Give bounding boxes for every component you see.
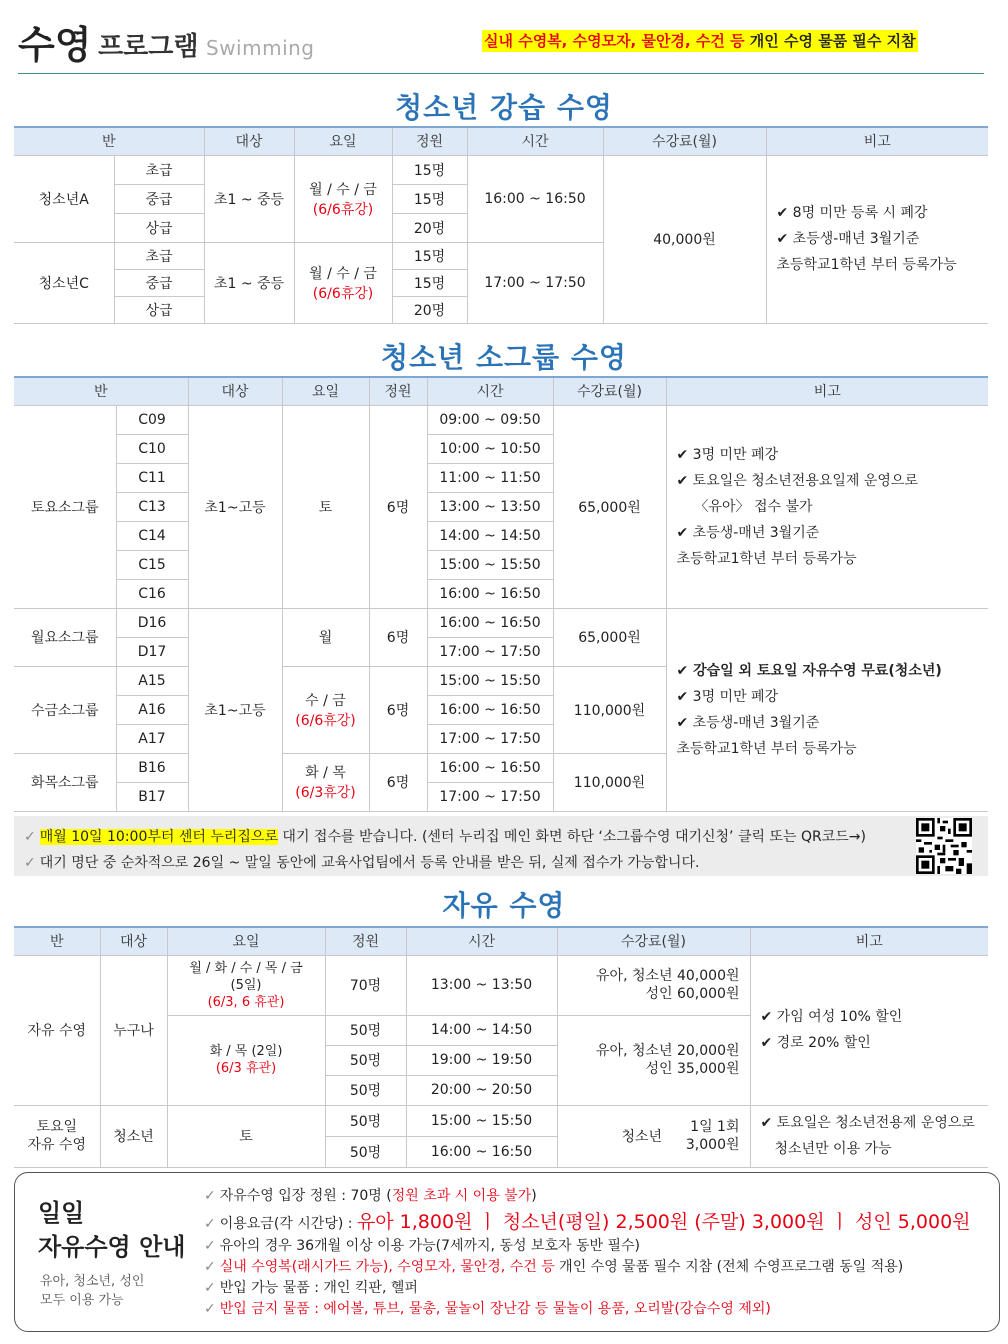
daily-info-line: [204, 1298, 771, 1318]
time: 14:00 ~ 14:50: [406, 1015, 557, 1045]
class-name: [14, 1105, 100, 1167]
col-header-notes: 비고: [766, 127, 988, 155]
waitlist-text: 대기 명단 중 순차적으로 26일 ~ 말일 동안에 교육사업팀에서 등록 안내를 받은 뒤, 실제 접수가 가능합니다.: [39, 855, 700, 871]
note-line: ✔ 3명 미만 폐강: [676, 446, 779, 463]
capacity: 6명: [369, 405, 427, 608]
qr-code-icon[interactable]: [916, 818, 972, 874]
col-header-days: 요일: [282, 377, 369, 405]
daily-info-line: [204, 1256, 903, 1276]
level: 초급: [114, 155, 204, 184]
col-header-class: 반: [14, 127, 204, 155]
capacity: 50명: [325, 1105, 406, 1136]
days-cell: [282, 753, 369, 811]
lessons-table: [14, 126, 988, 324]
time: 10:00 ~ 10:50: [427, 434, 553, 463]
days: 토: [282, 405, 369, 608]
page-title: 수영: [18, 23, 92, 67]
note-line: 청소년만 이용 가능: [774, 1141, 892, 1157]
target: 누구나: [100, 955, 167, 1105]
col-header-days: 요일: [167, 927, 325, 955]
check-icon: ✓: [24, 855, 36, 871]
note-line: ✔ 초등생-매년 3월기준: [776, 231, 920, 247]
daily-fees: 유아 1,800원 ㅣ 청소년(평일) 2,500원 (주말) 3,000원 ㅣ 성인 5,000원: [356, 1211, 971, 1233]
note-line: ✔ 가임 여성 10% 할인: [760, 1009, 903, 1025]
col-header-fee: 수강료(월): [553, 377, 666, 405]
capacity: 15명: [392, 184, 467, 213]
class-name: 화목소그룹: [14, 753, 116, 811]
level: 상급: [114, 213, 204, 242]
time: 13:00 ~ 13:50: [406, 955, 557, 1015]
daily-info-line: [204, 1235, 640, 1255]
target: 초1 ~ 중등: [204, 242, 294, 323]
time: 17:00 ~ 17:50: [427, 782, 553, 811]
check-icon: ✓: [24, 829, 36, 845]
class-name: 청소년A: [14, 155, 114, 242]
daily-heading-line: 일일: [38, 1199, 85, 1227]
note-line: ✔ 초등생-매년 3월기준: [676, 714, 820, 731]
capacity: 6명: [369, 753, 427, 811]
time: 17:00 ~ 17:50: [427, 637, 553, 666]
fee-cell: [557, 1015, 750, 1105]
level: 중급: [114, 184, 204, 213]
capacity: 50명: [325, 1075, 406, 1105]
daily-text: 개인 수영 물품 필수 지참 (전체 수영프로그램 동일 적용): [554, 1259, 904, 1275]
days: 월 / 수 / 금: [309, 181, 377, 198]
class-name: 월요소그룹: [14, 608, 116, 666]
class-name-line: 자유 수영: [27, 1137, 87, 1153]
time: 11:00 ~ 11:50: [427, 463, 553, 492]
daily-info-line: [204, 1207, 971, 1234]
time: 17:00 ~ 17:50: [427, 724, 553, 753]
col-header-capacity: 정원: [392, 127, 467, 155]
note-line: ✔ 토요일은 청소년전용제 운영으로: [760, 1115, 975, 1131]
days: 토: [167, 1105, 325, 1167]
check-icon: ✓: [204, 1259, 216, 1275]
class-code: C16: [116, 579, 188, 608]
days: 화 / 목: [305, 765, 346, 781]
fee-cell: [557, 955, 750, 1015]
note-line: ✔ 8명 미만 등록 시 폐강: [776, 205, 928, 221]
capacity: 20명: [392, 213, 467, 242]
target: 초1~고등: [188, 405, 282, 608]
notes-cell: [750, 1105, 988, 1167]
check-icon: ✓: [204, 1301, 216, 1317]
col-header-notes: 비고: [666, 377, 988, 405]
lessons-section-title: 청소년 강습 수영: [395, 91, 613, 124]
fee-cell: [557, 1105, 750, 1167]
note-line: ✔ 강습일 외 토요일 자유수영 무료(청소년): [676, 662, 942, 679]
supplies-notice: [482, 30, 918, 52]
time: 14:00 ~ 14:50: [427, 521, 553, 550]
class-code: C10: [116, 434, 188, 463]
daily-subtitle-line: 유아, 청소년, 성인: [40, 1274, 145, 1289]
capacity: 15명: [392, 155, 467, 184]
days: 수 / 금: [305, 692, 346, 709]
col-header-class: 반: [14, 377, 188, 405]
days-cell: [294, 242, 392, 323]
daily-text-red: 실내 수영복(래시가드 가능), 수영모자, 물안경, 수건 등: [219, 1259, 555, 1275]
time: 16:00 ~ 16:50: [427, 608, 553, 637]
header-divider: [18, 73, 984, 74]
col-header-capacity: 정원: [325, 927, 406, 955]
capacity: 20명: [392, 296, 467, 323]
daily-text: 이용요금(각 시간당) :: [219, 1216, 357, 1232]
col-header-time: 시간: [427, 377, 553, 405]
target: 청소년: [100, 1105, 167, 1167]
holiday: (6/6휴강): [295, 712, 356, 729]
capacity: 6명: [369, 608, 427, 666]
fee: 110,000원: [553, 753, 666, 811]
level: 초급: [114, 242, 204, 269]
note-line: ✔ 토요일은 청소년전용요일제 운영으로: [676, 472, 918, 489]
check-icon: ✓: [204, 1238, 216, 1254]
check-icon: ✓: [204, 1280, 216, 1296]
free-swim-table: [14, 926, 988, 1168]
notes-cell: [666, 405, 988, 608]
level: 상급: [114, 296, 204, 323]
waitlist-highlight: 매월 10일 10:00부터 센터 누리집으로: [39, 829, 278, 845]
smallgroup-section-title: 청소년 소그룹 수영: [381, 341, 627, 374]
class-code: C11: [116, 463, 188, 492]
capacity: 50명: [325, 1136, 406, 1167]
class-code: B16: [116, 753, 188, 782]
note-line: 초등학교1학년 부터 등록가능: [676, 550, 857, 567]
time: 16:00 ~ 16:50: [427, 753, 553, 782]
level: 중급: [114, 269, 204, 296]
time: 15:00 ~ 15:50: [406, 1105, 557, 1136]
days: 월: [282, 608, 369, 666]
col-header-class: 반: [14, 927, 100, 955]
time: 16:00 ~ 16:50: [406, 1136, 557, 1167]
daily-text: 자유수영 입장 정원 : 70명 (: [219, 1188, 392, 1204]
notes-cell: [766, 155, 988, 323]
capacity: 15명: [392, 269, 467, 296]
col-header-target: 대상: [188, 377, 282, 405]
waitlist-text: 대기 접수를 받습니다. (센터 누리집 메인 화면 하단 ‘소그룹수영 대기신청’ 클릭 또는 QR코드→): [277, 829, 866, 845]
check-icon: ✓: [204, 1216, 216, 1232]
holiday: (6/3, 6 휴관): [207, 994, 285, 1010]
time: 13:00 ~ 13:50: [427, 492, 553, 521]
daily-text-red: 반입 금지 물품 : 에어볼, 튜브, 물총, 물놀이 장난감 등 물놀이 용품, 오리발(강습수영 제외): [219, 1301, 771, 1317]
days: 월 / 화 / 수 / 목 / 금: [189, 960, 303, 976]
daily-text-red: 정원 초과 시 이용 불가: [391, 1188, 532, 1204]
time: 16:00 ~ 16:50: [467, 155, 603, 242]
days-count: (5일): [230, 977, 262, 993]
days-cell: [167, 955, 325, 1015]
fee: 성인 60,000원: [645, 986, 740, 1002]
col-header-time: 시간: [406, 927, 557, 955]
daily-info-line: [204, 1277, 418, 1297]
class-name: 자유 수영: [14, 955, 100, 1105]
note-line: 초등학교1학년 부터 등록가능: [776, 257, 957, 273]
daily-subtitle-line: 모두 이용 가능: [40, 1293, 124, 1308]
fee-label: 청소년: [621, 1129, 663, 1145]
waitlist-info-line: [24, 826, 866, 846]
time: 16:00 ~ 16:50: [427, 579, 553, 608]
col-header-time: 시간: [467, 127, 603, 155]
fee: 유아, 청소년 20,000원: [596, 1043, 740, 1059]
col-header-capacity: 정원: [369, 377, 427, 405]
days-cell: [294, 155, 392, 242]
holiday: (6/6휴강): [312, 201, 374, 218]
fee: 65,000원: [553, 608, 666, 666]
time: 15:00 ~ 15:50: [427, 666, 553, 695]
capacity: 6명: [369, 666, 427, 753]
daily-swim-heading: [38, 1196, 185, 1264]
col-header-target: 대상: [204, 127, 294, 155]
days-cell: [282, 666, 369, 753]
fee-unit: 1일 1회: [690, 1119, 740, 1135]
fee: 110,000원: [553, 666, 666, 753]
col-header-notes: 비고: [750, 927, 988, 955]
smallgroup-table: [14, 376, 988, 812]
daily-info-line: [204, 1185, 537, 1205]
class-code: D17: [116, 637, 188, 666]
note-line: 초등학교1학년 부터 등록가능: [676, 740, 857, 757]
class-code: C14: [116, 521, 188, 550]
page-subtitle: 프로그램: [98, 32, 199, 62]
daily-text: 유아의 경우 36개월 이상 이용 가능(7세까지, 동성 보호자 동반 필수): [219, 1238, 640, 1254]
time: 19:00 ~ 19:50: [406, 1045, 557, 1075]
target: 초1~고등: [188, 608, 282, 811]
note-line: ✔ 3명 미만 폐강: [676, 688, 779, 705]
days: 월 / 수 / 금: [309, 265, 377, 282]
supplies-notice-items: 실내 수영복, 수영모자, 물안경, 수건 등: [484, 32, 745, 50]
waitlist-info-line: [24, 852, 699, 872]
daily-swim-subtitle: [40, 1272, 144, 1310]
daily-text: ): [531, 1188, 537, 1204]
notes-cell: [666, 608, 988, 811]
supplies-notice-text: 개인 수영 물품 필수 지참: [744, 32, 916, 50]
class-code: B17: [116, 782, 188, 811]
free-swim-section-title: 자유 수영: [442, 889, 566, 922]
capacity: 15명: [392, 242, 467, 269]
note-line: 〈유아〉 접수 불가: [694, 498, 813, 515]
page-title-english: Swimming: [206, 36, 315, 60]
time: 16:00 ~ 16:50: [427, 695, 553, 724]
capacity: 70명: [325, 955, 406, 1015]
class-code: C15: [116, 550, 188, 579]
class-code: C13: [116, 492, 188, 521]
holiday: (6/3 휴관): [215, 1061, 277, 1076]
class-name: 토요소그룹: [14, 405, 116, 608]
class-name: 수금소그룹: [14, 666, 116, 753]
class-code: C09: [116, 405, 188, 434]
col-header-fee: 수강료(월): [603, 127, 766, 155]
time: 15:00 ~ 15:50: [427, 550, 553, 579]
note-line: ✔ 경로 20% 할인: [760, 1035, 871, 1051]
class-code: A16: [116, 695, 188, 724]
col-header-fee: 수강료(월): [557, 927, 750, 955]
notes-cell: [750, 955, 988, 1105]
col-header-target: 대상: [100, 927, 167, 955]
fee: 유아, 청소년 40,000원: [596, 968, 740, 984]
daily-heading-line: 자유수영 안내: [38, 1233, 186, 1261]
class-code: D16: [116, 608, 188, 637]
note-line: ✔ 초등생-매년 3월기준: [676, 524, 820, 541]
class-code: A15: [116, 666, 188, 695]
fee: 40,000원: [603, 155, 766, 323]
fee: 3,000원: [685, 1137, 740, 1153]
capacity: 50명: [325, 1015, 406, 1045]
daily-text: 반입 가능 물품 : 개인 킥판, 헬퍼: [219, 1280, 418, 1296]
class-code: A17: [116, 724, 188, 753]
days: 화 / 목 (2일): [209, 1044, 283, 1059]
capacity: 50명: [325, 1045, 406, 1075]
fee: 성인 35,000원: [645, 1061, 740, 1077]
days-cell: [167, 1015, 325, 1105]
col-header-days: 요일: [294, 127, 392, 155]
time: 09:00 ~ 09:50: [427, 405, 553, 434]
class-name-line: 토요일: [36, 1119, 78, 1135]
time: 17:00 ~ 17:50: [467, 242, 603, 323]
class-name: 청소년C: [14, 242, 114, 323]
target: 초1 ~ 중등: [204, 155, 294, 242]
time: 20:00 ~ 20:50: [406, 1075, 557, 1105]
holiday: (6/3휴강): [295, 785, 356, 801]
fee: 65,000원: [553, 405, 666, 608]
holiday: (6/6휴강): [312, 285, 374, 302]
check-icon: ✓: [204, 1188, 216, 1204]
